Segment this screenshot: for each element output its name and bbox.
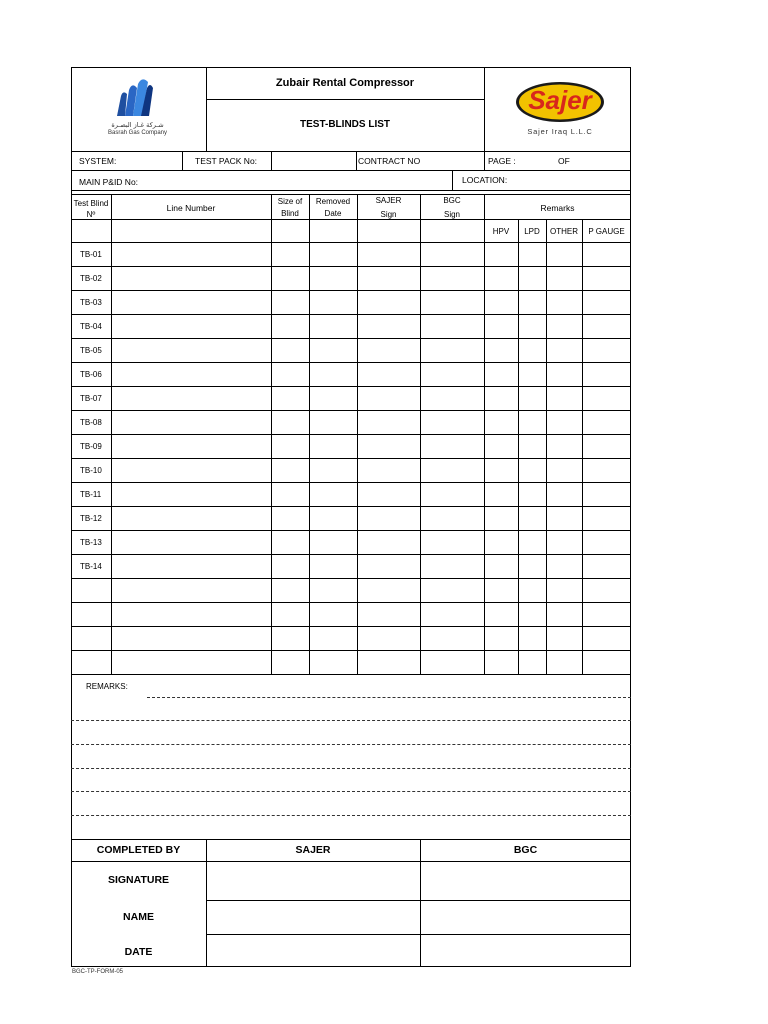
table-cell[interactable] [310,315,357,338]
table-cell[interactable] [519,483,546,506]
table-cell[interactable] [112,579,271,602]
table-cell[interactable] [583,555,631,578]
table-cell[interactable] [272,387,309,410]
signature-label: SIGNATURE [107,874,170,886]
table-cell[interactable] [519,267,546,290]
remarks-label: REMARKS: [86,682,128,691]
remarks-dashed-line[interactable] [71,768,631,769]
sajer-logo-subtitle: Sajer Iraq L.L.C [527,127,593,136]
table-cell[interactable] [358,579,420,602]
table-cell[interactable] [583,267,631,290]
table-cell[interactable] [112,651,271,674]
table-cell[interactable] [485,507,518,530]
table-cell[interactable] [112,627,271,650]
header-line-number: Line Number [166,203,216,213]
table-cell[interactable] [358,627,420,650]
table-cell[interactable] [547,363,582,386]
table-cell[interactable] [519,243,546,266]
main-pid-label: MAIN P&ID No: [79,177,139,187]
table-cell[interactable] [519,387,546,410]
header-blind: Blind [281,209,299,218]
table-cell[interactable] [272,411,309,434]
table-cell[interactable] [519,315,546,338]
table-cell[interactable] [272,243,309,266]
bgc-date-field[interactable] [421,935,630,966]
table-cell[interactable] [547,267,582,290]
info-divider [356,151,357,170]
of-label: OF [558,156,570,166]
table-cell[interactable] [310,579,357,602]
table-cell[interactable] [112,291,271,314]
table-cell[interactable] [112,339,271,362]
sajer-logo-brand: Sajer [528,85,592,115]
table-cell[interactable] [421,435,484,458]
table-cell[interactable] [583,315,631,338]
table-cell[interactable] [547,387,582,410]
remarks-dashed-line[interactable] [71,744,631,745]
table-cell[interactable] [358,555,420,578]
table-cell[interactable] [547,627,582,650]
table-cell[interactable] [547,483,582,506]
system-label: SYSTEM: [79,156,117,166]
table-cell[interactable] [112,267,271,290]
header-hpv: HPV [492,227,510,236]
row-label: TB-13 [80,538,102,547]
table-cell[interactable] [358,459,420,482]
table-cell[interactable] [112,435,271,458]
table-cell[interactable] [421,291,484,314]
table-cell[interactable] [421,339,484,362]
table-cell[interactable] [421,531,484,554]
header-test-blind: Test Blind [73,199,109,208]
table-cell[interactable] [358,435,420,458]
table-cell[interactable] [310,555,357,578]
table-cell[interactable] [112,411,271,434]
table-cell[interactable] [485,267,518,290]
table-cell[interactable] [519,363,546,386]
table-cell[interactable] [583,507,631,530]
table-column-line [271,194,272,674]
header-size-of: Size of [277,197,303,206]
table-cell[interactable] [547,315,582,338]
info-row-2-bottom [71,190,631,191]
row-label: TB-01 [80,250,102,259]
table-cell[interactable] [358,315,420,338]
table-cell[interactable] [583,651,631,674]
info-row-1-bottom [71,170,631,171]
table-cell[interactable] [547,435,582,458]
table-cell[interactable] [358,507,420,530]
table-cell[interactable] [272,315,309,338]
table-cell[interactable] [519,603,546,626]
table-cell[interactable] [310,267,357,290]
table-cell[interactable] [421,627,484,650]
row-label: TB-10 [80,466,102,475]
header-subline [71,219,631,220]
table-cell[interactable] [583,339,631,362]
table-cell[interactable] [519,435,546,458]
table-cell[interactable] [272,459,309,482]
table-cell[interactable] [272,339,309,362]
bgc-signature-field[interactable] [421,862,630,899]
bgc-logo-english: Basrah Gas Company [107,130,168,136]
table-cell[interactable] [547,459,582,482]
table-cell[interactable] [421,507,484,530]
table-cell[interactable] [583,531,631,554]
table-column-line [111,194,112,674]
form-title: TEST-BLINDS LIST [300,119,390,130]
info-divider [271,151,272,170]
table-cell[interactable] [310,435,357,458]
table-cell[interactable] [310,363,357,386]
table-cell[interactable] [485,555,518,578]
table-cell[interactable] [112,387,271,410]
table-cell[interactable] [310,627,357,650]
table-cell[interactable] [519,339,546,362]
table-cell[interactable] [358,483,420,506]
table-cell[interactable] [583,411,631,434]
table-cell[interactable] [485,339,518,362]
sajer-column-label: SAJER [295,844,331,856]
table-cell[interactable] [112,531,271,554]
table-cell[interactable] [272,267,309,290]
table-cell[interactable] [421,411,484,434]
table-cell[interactable] [519,555,546,578]
table-cell[interactable] [485,483,518,506]
bgc-column-label: BGC [513,844,538,856]
table-cell[interactable] [547,651,582,674]
sajer-logo [512,80,608,140]
table-cell[interactable] [358,363,420,386]
table-cell[interactable] [583,459,631,482]
table-cell[interactable] [485,531,518,554]
table-cell[interactable] [272,651,309,674]
table-cell[interactable] [485,411,518,434]
remarks-dashed-line[interactable] [147,697,631,698]
table-cell[interactable] [310,603,357,626]
company-title: Zubair Rental Compressor [275,77,415,89]
table-cell[interactable] [421,315,484,338]
table-cell[interactable] [310,531,357,554]
table-cell[interactable] [519,459,546,482]
table-cell[interactable] [583,627,631,650]
header-sajer-sign: Sign [380,210,397,219]
table-row-line [71,674,631,675]
remarks-dashed-line[interactable] [71,720,631,721]
table-cell[interactable] [519,507,546,530]
table-cell[interactable] [547,507,582,530]
location-label: LOCATION: [462,175,508,185]
table-cell[interactable] [112,459,271,482]
table-cell[interactable] [421,555,484,578]
table-cell[interactable] [421,579,484,602]
row-label: TB-14 [80,562,102,571]
header-date: Date [324,209,342,218]
bgc-logo-icon [95,76,180,120]
table-cell[interactable] [112,315,271,338]
table-cell[interactable] [272,627,309,650]
table-cell[interactable] [310,339,357,362]
table-cell[interactable] [583,435,631,458]
table-cell[interactable] [112,243,271,266]
table-cell[interactable] [272,531,309,554]
table-cell[interactable] [272,603,309,626]
contract-label: CONTRACT NO [358,156,421,166]
header-other: OTHER [550,227,578,236]
table-cell[interactable] [547,603,582,626]
table-column-line [357,194,358,674]
table-cell[interactable] [421,267,484,290]
table-cell[interactable] [519,627,546,650]
table-cell[interactable] [583,363,631,386]
table-cell[interactable] [112,603,271,626]
table-cell[interactable] [519,651,546,674]
remarks-dashed-line[interactable] [71,815,631,816]
table-cell[interactable] [547,411,582,434]
table-cell[interactable] [485,315,518,338]
table-cell[interactable] [547,555,582,578]
table-cell[interactable] [421,243,484,266]
table-cell[interactable] [310,651,357,674]
name-label: NAME [123,911,154,923]
table-cell[interactable] [485,387,518,410]
test-pack-label: TEST PACK No: [195,156,258,166]
row-label: TB-06 [80,370,102,379]
sajer-date-field[interactable] [207,935,419,966]
page-label: PAGE : [488,156,516,166]
table-cell[interactable] [485,579,518,602]
table-cell[interactable] [272,483,309,506]
header-removed: Removed [315,197,351,206]
table-cell[interactable] [421,363,484,386]
table-cell[interactable] [272,435,309,458]
row-label: TB-11 [80,490,102,499]
table-cell[interactable] [272,291,309,314]
table-cell[interactable] [519,531,546,554]
table-cell[interactable] [421,459,484,482]
row-label: TB-09 [80,442,102,451]
table-cell[interactable] [485,435,518,458]
sajer-signature-field[interactable] [207,862,419,899]
table-cell[interactable] [485,363,518,386]
signature-top-line [71,839,631,840]
table-cell[interactable] [421,483,484,506]
bgc-logo [95,76,180,138]
date-label: DATE [124,946,153,958]
row-label: TB-08 [80,418,102,427]
table-column-line [309,194,310,674]
table-cell[interactable] [112,507,271,530]
table-cell[interactable] [485,603,518,626]
table-column-line [420,194,421,674]
table-cell[interactable] [112,483,271,506]
table-cell[interactable] [358,531,420,554]
table-cell[interactable] [112,555,271,578]
info-divider [484,151,485,170]
row-label: TB-07 [80,394,102,403]
header-sajer: SAJER [375,196,402,205]
table-cell[interactable] [310,483,357,506]
table-cell[interactable] [272,555,309,578]
row-label: TB-04 [80,322,102,331]
header-title-divider [206,99,484,100]
table-cell[interactable] [583,603,631,626]
table-cell[interactable] [358,267,420,290]
table-cell[interactable] [519,291,546,314]
table-cell[interactable] [485,291,518,314]
table-cell[interactable] [421,603,484,626]
header-lpd: LPD [524,227,540,236]
table-cell[interactable] [358,387,420,410]
table-cell[interactable] [310,387,357,410]
table-cell[interactable] [358,243,420,266]
table-cell[interactable] [310,459,357,482]
table-cell[interactable] [112,363,271,386]
table-cell[interactable] [485,243,518,266]
table-cell[interactable] [519,579,546,602]
table-cell[interactable] [519,411,546,434]
row-label: TB-12 [80,514,102,523]
bgc-name-field[interactable] [421,901,630,933]
info-divider [452,170,453,190]
table-cell[interactable] [310,243,357,266]
table-cell[interactable] [583,243,631,266]
row-label: TB-03 [80,298,102,307]
table-cell[interactable] [583,483,631,506]
table-cell[interactable] [547,339,582,362]
table-cell[interactable] [272,507,309,530]
header-bgc: BGC [443,196,461,205]
info-divider [182,151,183,170]
bgc-logo-arabic: شـركة غـاز البصـرة [111,121,164,129]
table-cell[interactable] [485,651,518,674]
row-label: TB-02 [80,274,102,283]
table-column-line [484,194,485,674]
table-cell[interactable] [547,243,582,266]
footer-form-code: BGC-TP-FORM-05 [72,969,123,975]
remarks-dashed-line[interactable] [71,791,631,792]
header-p-gauge: P GAUGE [588,227,625,236]
table-cell[interactable] [547,291,582,314]
table-cell[interactable] [583,579,631,602]
table-cell[interactable] [583,387,631,410]
table-cell[interactable] [272,363,309,386]
table-cell[interactable] [310,291,357,314]
table-cell[interactable] [310,411,357,434]
header-divider-right [484,67,485,151]
header-test-blind-no: Nº [86,210,96,219]
sajer-name-field[interactable] [207,901,419,933]
table-cell[interactable] [485,627,518,650]
header-remarks: Remarks [540,203,575,213]
table-cell[interactable] [358,291,420,314]
header-bgc-sign: Sign [443,210,460,219]
table-cell[interactable] [547,579,582,602]
table-cell[interactable] [358,339,420,362]
table-cell[interactable] [358,411,420,434]
row-label: TB-05 [80,346,102,355]
table-cell[interactable] [421,387,484,410]
table-cell[interactable] [547,531,582,554]
table-cell[interactable] [358,603,420,626]
table-cell[interactable] [310,507,357,530]
table-cell[interactable] [358,651,420,674]
header-bottom-line [71,151,631,152]
table-cell[interactable] [421,651,484,674]
table-cell[interactable] [485,459,518,482]
table-cell[interactable] [583,291,631,314]
completed-by-label: COMPLETED BY [96,844,181,856]
table-cell[interactable] [272,579,309,602]
table-top-line [71,194,631,195]
